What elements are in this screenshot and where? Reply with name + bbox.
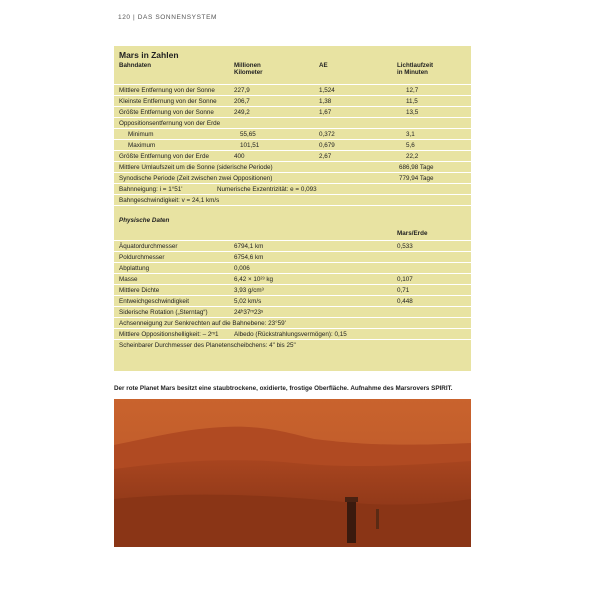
col-header-time: Lichtlaufzeit in Minuten	[397, 62, 434, 76]
row-km: 400	[234, 153, 245, 160]
row-km: 55,65	[240, 131, 256, 138]
col-header-ae: AE	[319, 62, 328, 69]
mars-landscape-image	[114, 399, 471, 547]
row-label: Synodische Periode (Zeit zwischen zwei Oppositionen)	[119, 175, 273, 182]
row-value: 6754,6 km	[234, 254, 264, 261]
row-km: 227,9	[234, 87, 250, 94]
row-value: 779,94 Tage	[399, 175, 434, 182]
row-time: 3,1	[406, 131, 415, 138]
row-value: 24ʰ37ᵐ23ˢ	[234, 309, 264, 316]
mars-surface-photo	[114, 399, 471, 547]
apparent-diameter: Scheinbarer Durchmesser des Planetenscheibchens: 4" bis 25"	[119, 342, 296, 349]
row-ae: 1,38	[319, 98, 332, 105]
row-label: Mittlere Umlaufszeit um die Sonne (siderische Periode)	[119, 164, 273, 171]
row-label: Siderische Rotation („Sterntag“)	[119, 309, 208, 316]
row-value: 3,93 g/cm³	[234, 287, 264, 294]
row-label: Entweichgeschwindigkeit	[119, 298, 190, 305]
physical-data-heading: Physische Daten	[119, 217, 170, 224]
row-label: Poldurchmesser	[119, 254, 165, 261]
row-km: 249,2	[234, 109, 250, 116]
row-value: 686,98 Tage	[399, 164, 434, 171]
row-ratio: 0,107	[397, 276, 413, 283]
axis-tilt: Achsenneigung zur Senkrechten auf die Bahnebene: 23°59'	[119, 320, 286, 327]
table-title: Mars in Zahlen	[119, 50, 179, 60]
row-ae: 0,372	[319, 131, 335, 138]
row-label: Minimum	[128, 131, 154, 138]
row-ae: 2,67	[319, 153, 332, 160]
row-ratio: 0,71	[397, 287, 410, 294]
row-label: Größte Entfernung von der Sonne	[119, 109, 214, 116]
row-km: 101,51	[240, 142, 260, 149]
row-ratio: 0,533	[397, 243, 413, 250]
row-ae: 0,679	[319, 142, 335, 149]
row-value: 6,42 × 10²³ kg	[234, 276, 274, 283]
row-label: Größte Entfernung von der Erde	[119, 153, 209, 160]
mars-data-table	[114, 46, 471, 371]
row-label: Mittlere Entfernung von der Sonne	[119, 87, 215, 94]
photo-caption: Der rote Planet Mars besitzt eine staubtrockene, oxidierte, frostige Oberfläche. Aufnahme des Marsrovers SPIRIT.	[114, 385, 453, 392]
table-row	[114, 339, 471, 351]
row-time: 11,5	[406, 98, 418, 105]
col-header-orbit: Bahndaten	[119, 62, 151, 69]
row-value: 5,02 km/s	[234, 298, 262, 305]
mars-erde-header: Mars/Erde	[397, 230, 428, 237]
eccentricity: Numerische Exzentrizität: e = 0,093	[217, 186, 317, 193]
albedo: Albedo (Rückstrahlungsvermögen): 0,15	[234, 331, 347, 338]
row-ratio: 0,448	[397, 298, 413, 305]
row-time: 5,6	[406, 142, 415, 149]
row-label: Kleinste Entfernung von der Sonne	[119, 98, 217, 105]
row-time: 22,2	[406, 153, 419, 160]
row-label: Oppositionsentfernung von der Erde	[119, 120, 221, 127]
row-label: Maximum	[128, 142, 156, 149]
row-value: 6794,1 km	[234, 243, 264, 250]
row-label: Äquatordurchmesser	[119, 243, 178, 250]
row-km: 206,7	[234, 98, 250, 105]
row-label: Abplattung	[119, 265, 150, 272]
inclination: Bahnneigung: i = 1°51'	[119, 186, 183, 193]
row-label: Masse	[119, 276, 138, 283]
velocity: Bahngeschwindigkeit: v = 24,1 km/s	[119, 197, 220, 204]
row-time: 13,5	[406, 109, 419, 116]
row-label: Mittlere Dichte	[119, 287, 160, 294]
running-header: 120 | DAS SONNENSYSTEM	[118, 14, 218, 21]
row-time: 12,7	[406, 87, 419, 94]
row-ae: 1,67	[319, 109, 332, 116]
row-ae: 1,524	[319, 87, 335, 94]
row-value: 0,006	[234, 265, 250, 272]
col-header-km: Millionen Kilometer	[234, 62, 263, 76]
brightness: Mittlere Oppositionshelligkeit: – 2ᵐ1	[119, 331, 219, 338]
